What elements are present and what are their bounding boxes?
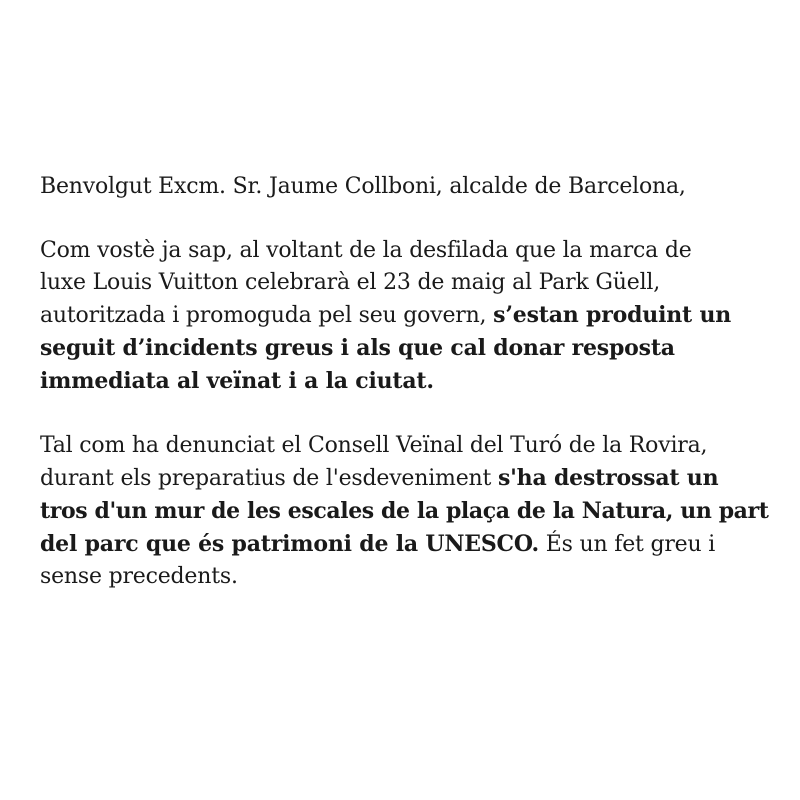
paragraph-2-line-5: sense precedents. <box>40 564 238 589</box>
paragraph-1-line-3-plain: autoritzada i promoguda pel seu govern, <box>40 303 494 328</box>
paragraph-2-line-4-plain: És un fet greu i <box>538 532 716 557</box>
paragraph-1-line-3 <box>40 299 770 332</box>
paragraph-2-line-2-bold: s'ha destrossat un <box>497 465 719 491</box>
paragraph-1 <box>40 235 770 398</box>
paragraph-1-line-3-bold: s’estan produint un <box>493 302 732 328</box>
paragraph-2-line-3-bold: tros d'un mur de les escales de la plaça de la Natura, un part <box>40 498 769 524</box>
paragraph-2-line-2 <box>40 462 770 495</box>
paragraph-1-line-4-bold: seguit d’incidents greus i als que cal donar resposta <box>40 335 675 361</box>
paragraph-2-line-2-plain: durant els preparatius de l'esdeveniment <box>40 466 498 491</box>
paragraph-1-line-5 <box>40 365 770 398</box>
paragraph-2-line-4-bold: del parc que és patrimoni de la UNESCO. <box>40 531 539 557</box>
greeting-text: Benvolgut Excm. Sr. Jaume Collboni, alcalde de Barcelona, <box>40 174 686 199</box>
paragraph-1-line-4 <box>40 332 770 365</box>
paragraph-1-line-5-bold: immediata al veïnat i a la ciutat. <box>40 368 434 394</box>
paragraph-2-line-4 <box>40 528 770 561</box>
paragraph-2-line-1: Tal com ha denunciat el Consell Veïnal del Turó de la Rovira, <box>40 433 708 458</box>
paragraph-2-line-3 <box>40 495 770 528</box>
paragraph-1-line-2: luxe Louis Vuitton celebrarà el 23 de maig al Park Güell, <box>40 270 661 295</box>
letter-greeting <box>40 171 770 203</box>
paragraph-2 <box>40 430 770 593</box>
paragraph-1-line-1: Com vostè ja sap, al voltant de la desfilada que la marca de <box>40 238 692 263</box>
letter-body <box>40 171 770 593</box>
